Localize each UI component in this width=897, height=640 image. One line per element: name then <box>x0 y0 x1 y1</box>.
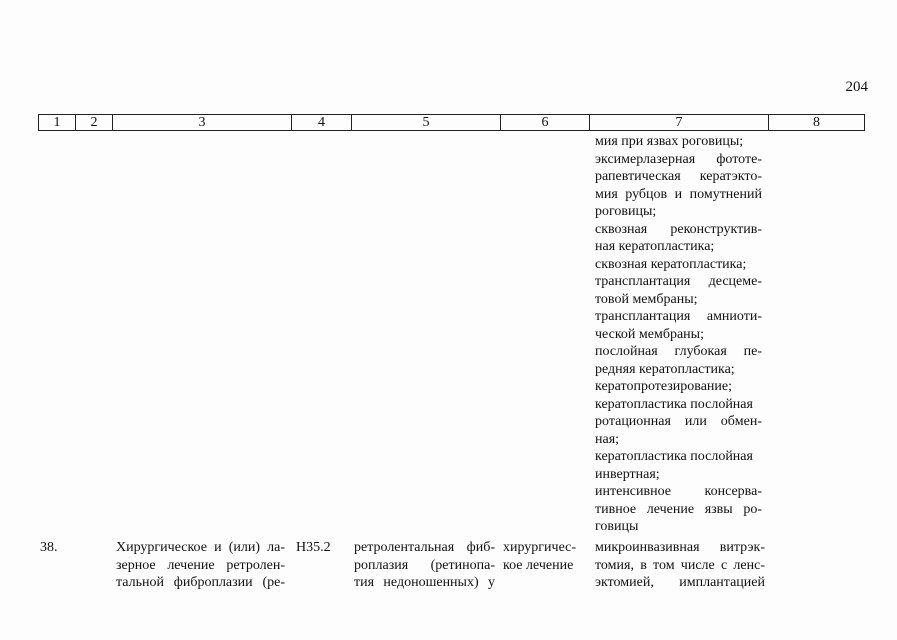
text-line: Хирургическое и (или) ла- <box>116 540 285 555</box>
header-col-3: 3 <box>113 115 292 130</box>
text-line: редняя кератопластика; <box>595 361 735 377</box>
page-number: 204 <box>845 79 868 95</box>
text-line: тивное лечение язвы ро- <box>595 501 762 517</box>
row38-col6 <box>503 539 583 574</box>
text-line: интенсивное консерва- <box>595 484 762 499</box>
text-line: кератопротезирование; <box>595 379 733 394</box>
text-line: инвертная; <box>595 466 660 482</box>
table-header-row <box>38 114 865 131</box>
header-col-6: 6 <box>501 115 590 130</box>
text-line: томия, в том числе с ленс- <box>595 557 765 573</box>
header-col-1: 1 <box>39 115 76 130</box>
text-line: зерное лечение ретролен- <box>116 557 285 573</box>
text-line: мия при язвах роговицы; <box>595 134 744 149</box>
text-line: товой мембраны; <box>595 291 698 307</box>
text-line: микроинвазивная витрэк- <box>595 540 765 555</box>
text-line: сквозная реконструктив- <box>595 221 762 237</box>
row38-col5 <box>354 539 495 592</box>
text-line: ческой мембраны; <box>595 326 704 342</box>
text-line: трансплантация амниоти- <box>595 309 762 324</box>
row38-col4-code: H35.2 <box>296 540 331 555</box>
text-line: роговицы; <box>595 204 657 219</box>
row38-col7 <box>595 539 765 592</box>
text-line: мия рубцов и помутнений <box>595 186 762 202</box>
text-line: эксимерлазерная фототе- <box>595 151 762 167</box>
text-line: эктомией, имплантацией <box>595 575 765 590</box>
header-col-8: 8 <box>813 115 820 130</box>
text-line: ретролентальная фиб- <box>354 540 495 555</box>
text-line: роплазия (ретинопа- <box>354 557 495 573</box>
row38-number: 38. <box>40 540 58 555</box>
text-line: говицы <box>595 519 639 534</box>
row38-col3 <box>116 539 285 592</box>
header-col-5: 5 <box>352 115 501 130</box>
text-line: тальной фиброплазии (ре- <box>116 575 285 590</box>
header-col-7: 7 <box>590 115 769 130</box>
text-line: послойная глубокая пе- <box>595 344 762 359</box>
text-line: кератопластика послойная <box>595 449 753 464</box>
text-line: ная; <box>595 431 620 447</box>
text-line: ная кератопластика; <box>595 239 715 254</box>
continuation-col7-text <box>595 133 762 536</box>
text-line: кератопластика послойная <box>595 396 753 412</box>
text-line: рапевтическая кератэкто- <box>595 169 762 184</box>
text-line: сквозная кератопластика; <box>595 256 747 272</box>
text-line: ротационная или обмен- <box>595 414 762 429</box>
header-col-4: 4 <box>292 115 352 130</box>
text-line: тия недоношенных) у <box>354 575 495 590</box>
header-col-2: 2 <box>76 115 113 130</box>
text-line: хирургичес- <box>503 540 577 555</box>
text-line: трансплантация десцеме- <box>595 274 762 289</box>
text-line: кое лечение <box>503 557 574 573</box>
